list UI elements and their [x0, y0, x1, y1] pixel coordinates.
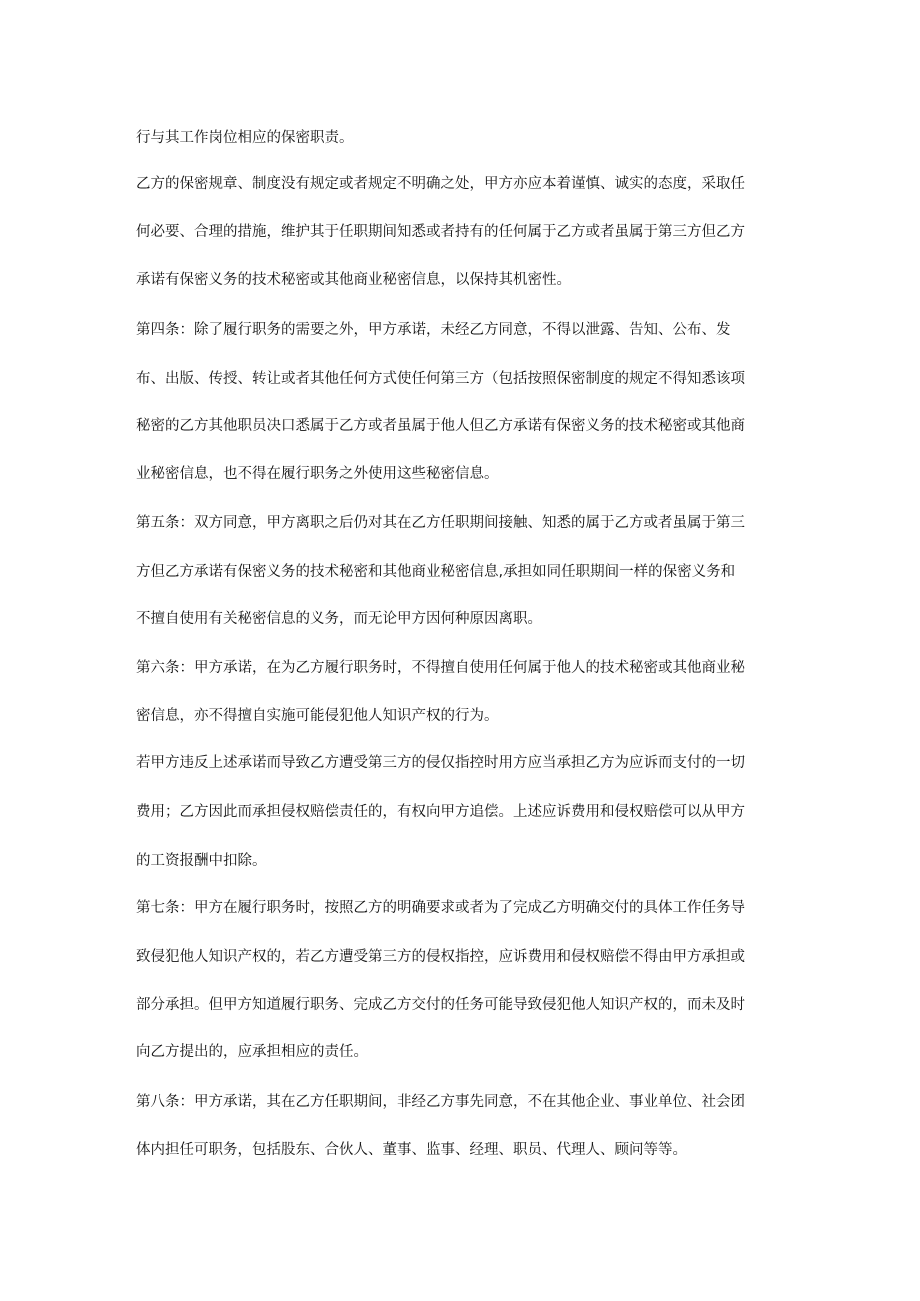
text-line: 若甲方违反上述承诺而导致乙方遭受第三方的侵仅指控时用方应当承担乙方为应诉而支付的一切 — [136, 755, 745, 771]
text-line: 的工资报酬中扣除。 — [136, 853, 267, 869]
text-line: 行与其工作岗位相应的保密职责。 — [136, 130, 354, 146]
text-line: 向乙方提出的，应承担相应的责任。 — [136, 1044, 368, 1060]
text-line: 密信息，亦不得擅自实施可能侵犯他人知识产权的行为。 — [136, 708, 499, 724]
text-line: 业秘密信息，也不得在履行职务之外使用这些秘密信息。 — [136, 466, 499, 482]
text-line: 承诺有保密义务的技术秘密或其他商业秘密信息，以保持其机密性。 — [136, 272, 571, 288]
text-line: 费用；乙方因此而承担侵权赔偿责任的，有权向甲方追偿。上述应诉费用和侵权赔偿可以从甲方 — [136, 804, 745, 820]
text-line: 布、出版、传授、转让或者其他任何方式使任何第三方（包括按照保密制度的规定不得知悉该项 — [136, 371, 745, 387]
text-line: 第八条：甲方承诺，其在乙方任职期间，非经乙方事先同意，不在其他企业、事业单位、社会团 — [136, 1094, 745, 1110]
text-line: 何必要、合理的措施，维护其于任职期间知悉或者持有的任何属于乙方或者虽属于第三方但乙方 — [136, 224, 745, 240]
text-line: 第五条：双方同意，甲方离职之后仍对其在乙方任职期间接触、知悉的属于乙方或者虽属于第三 — [136, 515, 745, 531]
text-line: 秘密的乙方其他职员决口悉属于乙方或者虽属于他人但乙方承诺有保密义务的技术秘密或其他商 — [136, 418, 745, 434]
text-line: 部分承担。但甲方知道履行职务、完成乙方交付的任务可能导致侵犯他人知识产权的，而未及时 — [136, 997, 745, 1013]
text-line: 乙方的保密规章、制度没有规定或者规定不明确之处，甲方亦应本着谨慎、诚实的态度，采取任 — [136, 176, 745, 192]
text-line: 致侵犯他人知识产权的，若乙方遭受第三方的侵权指控，应诉费用和侵权赔偿不得由甲方承担或 — [136, 949, 745, 965]
text-line: 第六条：甲方承诺，在为乙方履行职务时，不得擅自使用任何属于他人的技术秘密或其他商业秘 — [136, 660, 745, 676]
text-line: 方但乙方承诺有保密义务的技术秘密和其他商业秘密信息,承担如同任职期间一样的保密义务和 — [136, 564, 736, 580]
text-line: 第四条：除了履行职务的需要之外，甲方承诺，未经乙方同意，不得以泄露、告知、公布、发 — [136, 322, 731, 338]
text-line: 体内担任可职务，包括股东、合伙人、董事、监事、经理、职员、代理人、顾问等等。 — [136, 1142, 687, 1158]
text-line: 第七条：甲方在履行职务时，按照乙方的明确要求或者为了完成乙方明确交付的具体工作任务导 — [136, 900, 745, 916]
text-line: 不擅自使用有关秘密信息的义务，而无论甲方因何种原因离职。 — [136, 611, 542, 627]
